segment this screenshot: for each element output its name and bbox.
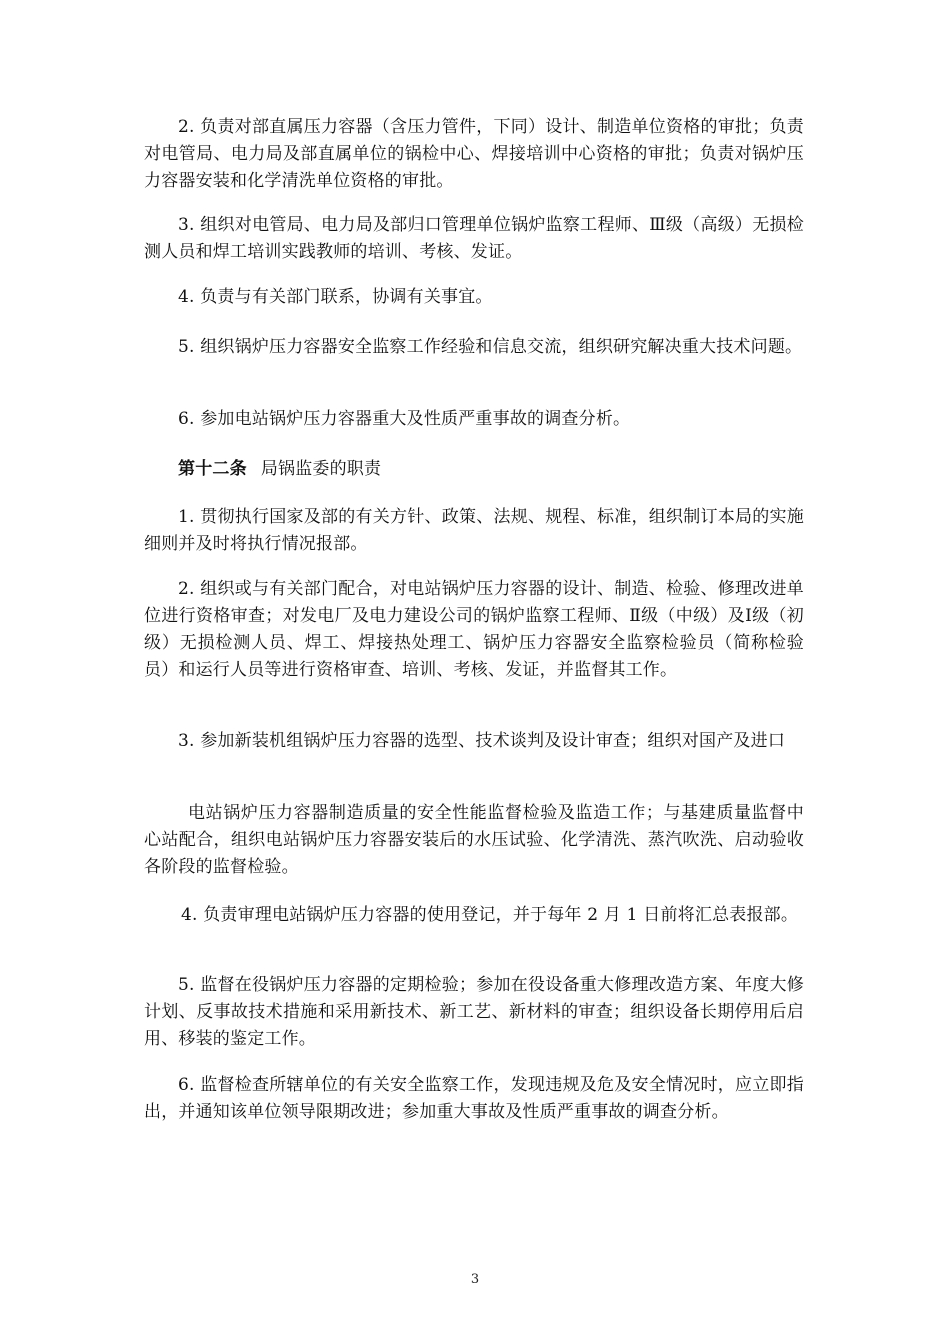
article-paragraph-3-continued: 电站锅炉压力容器制造质量的安全性能监督检验及监造工作；与基建质量监督中心站配合，组织电站锅炉压力容器安装后的水压试验、化学清洗、蒸汽吹洗、启动验收各阶段的监督检验。 xyxy=(144,803,804,877)
article-heading xyxy=(144,456,804,483)
paragraph-item-6: 6. 参加电站锅炉压力容器重大及性质严重事故的调查分析。 xyxy=(178,409,631,429)
paragraph-item-3: 3. 组织对电管局、电力局及部归口管理单位锅炉监察工程师、Ⅲ级（高级）无损检测人员和焊工培训实践教师的培训、考核、发证。 xyxy=(144,215,804,262)
article-paragraph-6: 6. 监督检查所辖单位的有关安全监察工作，发现违规及危及安全情况时，应立即指出，并通知该单位领导限期改进；参加重大事故及性质严重事故的调查分析。 xyxy=(144,1075,804,1122)
paragraph-item-4: 4. 负责与有关部门联系，协调有关事宜。 xyxy=(178,287,493,307)
paragraph-item-2: 2. 负责对部直属压力容器（含压力管件，下同）设计、制造单位资格的审批；负责对电管局、电力局及部直属单位的锅检中心、焊接培训中心资格的审批；负责对锅炉压力容器安装和化学清洗单位资格的审批。 xyxy=(144,117,804,191)
paragraph-item-5: 5. 组织锅炉压力容器安全监察工作经验和信息交流，组织研究解决重大技术问题。 xyxy=(178,337,803,357)
article-paragraph-4: 4. 负责审理电站锅炉压力容器的使用登记，并于每年 2 月 1 日前将汇总表报部。 xyxy=(181,905,799,925)
article-paragraph-2: 2. 组织或与有关部门配合，对电站锅炉压力容器的设计、制造、检验、修理改进单位进行资格审查；对发电厂及电力建设公司的锅炉监察工程师、Ⅱ级（中级）及Ⅰ级（初级）无损检测人员、焊工、焊接热处理工、锅炉压力容器安全监察检验员（简称检验员）和运行人员等进行资格审查、培训、考核、发证，并监督其工作。 xyxy=(144,579,804,680)
article-title: 局锅监委的职责 xyxy=(260,459,382,479)
article-number: 第十二条 xyxy=(178,459,247,479)
page-number: 3 xyxy=(470,1272,480,1287)
article-paragraph-3: 3. 参加新装机组锅炉压力容器的选型、技术谈判及设计审查；组织对国产及进口 xyxy=(178,731,786,751)
article-paragraph-1: 1. 贯彻执行国家及部的有关方针、政策、法规、规程、标准，组织制订本局的实施细则并及时将执行情况报部。 xyxy=(144,507,804,554)
article-paragraph-5: 5. 监督在役锅炉压力容器的定期检验；参加在役设备重大修理改造方案、年度大修计划、反事故技术措施和采用新技术、新工艺、新材料的审查；组织设备长期停用后启用、移装的鉴定工作。 xyxy=(144,975,804,1049)
